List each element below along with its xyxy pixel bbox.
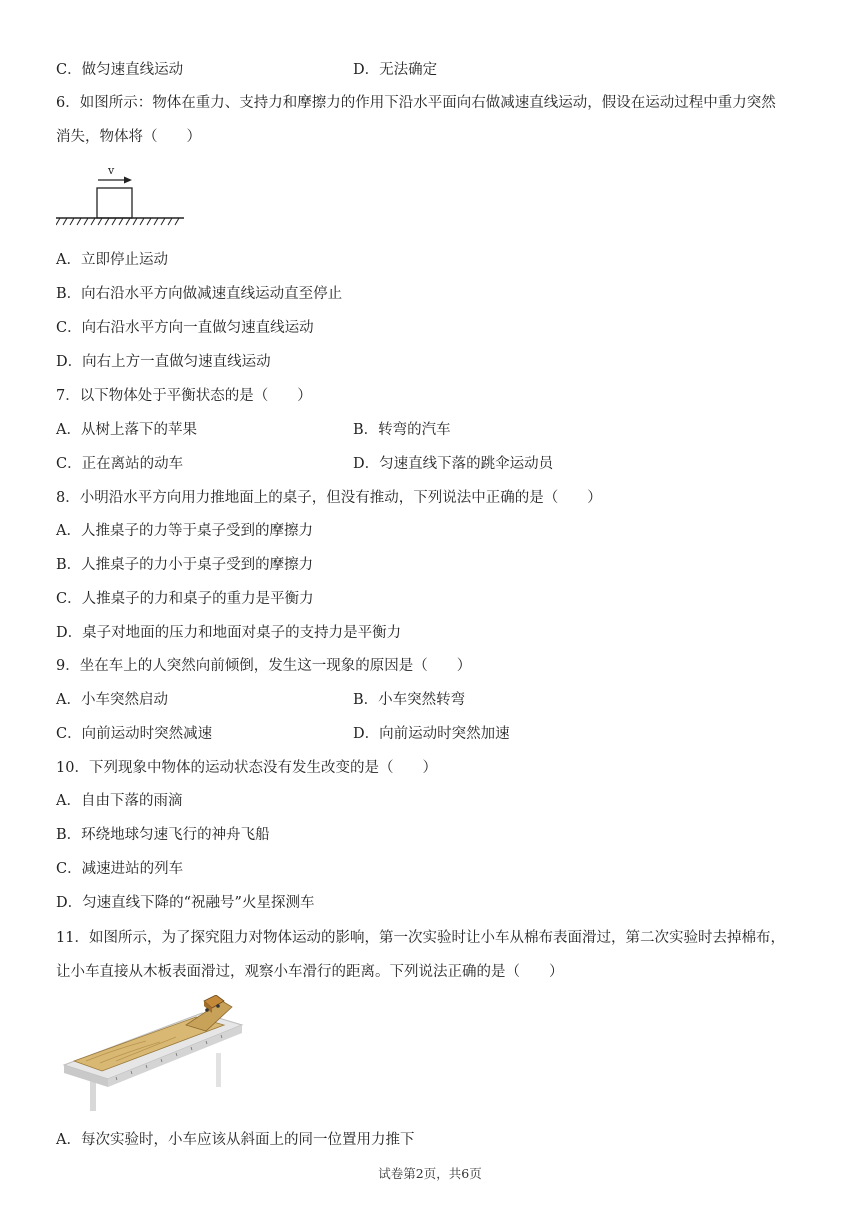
q10-option-d: D．匀速直线下降的“祝融号”火星探测车 [56,895,315,911]
q9-option-d: D．向前运动时突然加速 [353,726,510,742]
q10-option-c: C．减速进站的列车 [56,861,184,877]
q6-option-b: B．向右沿水平方向做减速直线运动直至停止 [56,286,343,302]
q9-option-a: A．小车突然启动 [56,692,168,708]
block [97,188,132,218]
q6-option-a: A．立即停止运动 [56,252,168,268]
q7-option-b: B．转弯的汽车 [353,422,451,438]
q10-option-b: B．环绕地球匀速飞行的神舟飞船 [56,827,270,843]
q11-option-a: A．每次实验时，小车应该从斜面上的同一位置用力推下 [56,1132,415,1148]
q5-option-d: D．无法确定 [353,62,438,78]
q6-option-c: C．向右沿水平方向一直做匀速直线运动 [56,320,314,336]
velocity-label: v [108,164,115,177]
q8-stem: 8．小明沿水平方向用力推地面上的桌子，但没有推动，下列说法中正确的是（ ） [56,490,602,506]
q8-option-a: A．人推桌子的力等于桌子受到的摩擦力 [56,523,313,539]
q5-option-c: C．做匀速直线运动 [56,62,184,78]
q8-option-c: C．人推桌子的力和桌子的重力是平衡力 [56,591,314,607]
q9-option-b: B．小车突然转弯 [353,692,466,708]
q7-option-c: C．正在离站的动车 [56,456,184,472]
q11-inclined-plane-figure [56,995,246,1113]
q6-block-on-surface-figure [56,162,186,230]
arrow-head [124,177,132,184]
q7-option-a: A．从树上落下的苹果 [56,422,197,438]
ground-hatching [56,218,179,225]
page-footer: 试卷第2页，共6页 [378,1166,482,1181]
q6-stem-line2: 消失，物体将（ ） [56,129,201,145]
q9-stem: 9．坐在车上的人突然向前倾倒，发生这一现象的原因是（ ） [56,658,472,674]
q10-option-a: A．自由下落的雨滴 [56,793,183,809]
q10-stem: 10．下列现象中物体的运动状态没有发生改变的是（ ） [56,760,437,776]
q7-option-d: D．匀速直线下落的跳伞运动员 [353,456,554,472]
q6-stem-line1: 6．如图所示：物体在重力、支持力和摩擦力的作用下沿水平面向右做减速直线运动，假设在运动过程中重力突然 [56,95,776,111]
q9-option-c: C．向前运动时突然减速 [56,726,213,742]
q7-stem: 7．以下物体处于平衡状态的是（ ） [56,388,312,404]
q11-stem-line2: 让小车直接从木板表面滑过，观察小车滑行的距离。下列说法正确的是（ ） [56,964,564,980]
q11-stem-line1: 11．如图所示，为了探究阻力对物体运动的影响，第一次实验时让小车从棉布表面滑过，第二次实验时去掉棉布， [56,930,785,946]
q8-option-d: D．桌子对地面的压力和地面对桌子的支持力是平衡力 [56,625,402,641]
q8-option-b: B．人推桌子的力小于桌子受到的摩擦力 [56,557,314,573]
q6-option-d: D．向右上方一直做匀速直线运动 [56,354,271,370]
